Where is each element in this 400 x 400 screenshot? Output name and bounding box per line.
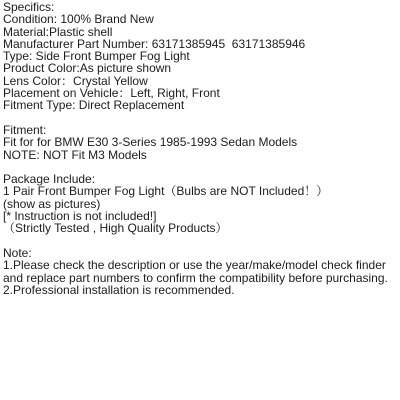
specifics-section: [3, 1, 397, 112]
note-item-1: 1.Please check the description or use the year/make/model check finder and replace part numbers to confirm the compatibility before purchasing.: [3, 258, 388, 285]
spacer: [3, 235, 397, 247]
fitment-models: Fit for for BMW E30 3-Series 1985-1993 Sedan Models: [3, 135, 298, 150]
spec-material: Material:Plastic shell: [3, 24, 113, 39]
package-heading: Package Include:: [3, 172, 96, 187]
package-item: 1 Pair Front Bumper Fog Light（Bulbs are NOT Included！）: [3, 184, 329, 199]
spec-condition: Condition: 100% Brand New: [3, 12, 154, 27]
spacer: [3, 112, 397, 124]
product-description: [3, 1, 397, 296]
package-section: [3, 173, 397, 234]
package-quality-note: （Strictly Tested , High Quality Products）: [3, 221, 228, 236]
note-item-2: 2.Professional installation is recommended.: [3, 282, 235, 297]
spec-fitment-type: Fitment Type: Direct Replacement: [3, 98, 185, 113]
specifics-heading: Specifics:: [3, 0, 55, 14]
fitment-heading: Fitment:: [3, 122, 47, 137]
spec-lens-color: Lens Color：Crystal Yellow: [3, 73, 148, 88]
note-heading: Note:: [3, 245, 32, 260]
note-section: [3, 247, 397, 296]
package-show-note: (show as pictures): [3, 196, 101, 211]
spec-placement: Placement on Vehicle：Left, Right, Front: [3, 86, 220, 101]
package-instruction-note: [* Instruction is not included!]: [3, 209, 157, 224]
fitment-section: [3, 124, 397, 161]
spec-product-color: Product Color:As picture shown: [3, 61, 172, 76]
fitment-note: NOTE: NOT Fit M3 Models: [3, 147, 147, 162]
spec-part-number: Manufacturer Part Number: 63171385945 63171385946: [3, 36, 306, 51]
spec-type: Type: Side Front Bumper Fog Light: [3, 49, 190, 64]
